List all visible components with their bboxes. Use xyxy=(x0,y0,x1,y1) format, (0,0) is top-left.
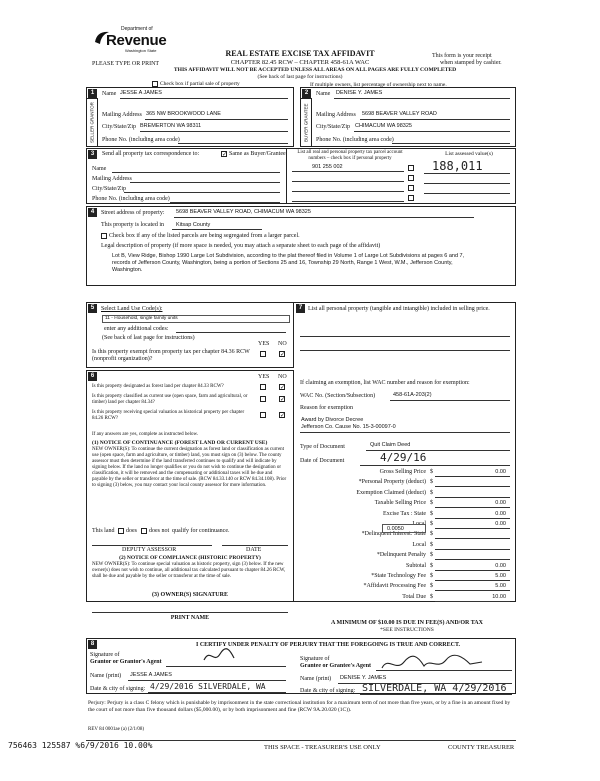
fee-row-label: *State Technology Fee xyxy=(371,573,426,579)
receipt-note-1: This form is your receipt xyxy=(432,53,492,59)
forest-yes-checkbox[interactable] xyxy=(260,384,266,390)
fee-row-dollar: $ xyxy=(430,479,433,485)
fee-row-line xyxy=(435,497,510,498)
see-instructions: *SEE INSTRUCTIONS xyxy=(380,627,434,633)
grantor-signature xyxy=(200,646,240,666)
fee-row-line xyxy=(435,601,510,602)
buyer-side-label: BUYER GRANTEE xyxy=(300,98,312,147)
current-use-no-checkbox[interactable]: ✓ xyxy=(280,396,286,403)
please-type: PLEASE TYPE OR PRINT xyxy=(92,61,160,67)
section-4-number: 4 xyxy=(88,208,97,217)
type-doc-label: Type of Document xyxy=(300,444,345,450)
reason-label: Reason for exemption xyxy=(300,405,353,411)
multiple-owners-label: If multiple owners, list percentage of ownership next to name. xyxy=(310,82,447,88)
assessed-value: 188,011 xyxy=(432,159,483,173)
seller-name-label: Name xyxy=(102,91,117,97)
street-value: 5698 BEAVER VALLEY ROAD, CHIMACUM WA 98325 xyxy=(176,209,311,215)
fee-row-label: *Delinquent Interest: State xyxy=(361,531,426,537)
section-5-number: 5 xyxy=(88,304,97,313)
perjury-note: Perjury: Perjury is a class C felony which is punishable by imprisonment in the state correctional institution for a maximum term of not more than five years, or by a fine in an amount fixed by the court of not more than five thousand dollars ($5,000.00), or by both imprisonment and fine (RCW 9A.20.020 (1C)). xyxy=(88,700,511,713)
land-use-label: Select Land Use Code(s): xyxy=(101,306,163,312)
current-use-question: Is this property classified as current use (open space, farm and agricultural, or timber) land per chapter 84.34? xyxy=(92,394,248,405)
fee-row-dollar: $ xyxy=(430,594,433,600)
grantor-date-value: 4/29/2016 SILVERDALE, WA xyxy=(150,682,266,691)
deputy-date: DATE xyxy=(246,547,262,553)
section-3-number: 3 xyxy=(88,150,97,159)
fee-row-label: *Affidavit Processing Fee xyxy=(363,583,426,589)
parcel-personal-checkbox-3[interactable] xyxy=(408,185,414,191)
s5-yes: YES xyxy=(258,341,270,347)
type-doc-value: Quit Claim Deed xyxy=(370,442,411,448)
rate-box: 0.0050 xyxy=(382,524,426,533)
fee-row-dollar: $ xyxy=(430,573,433,579)
revenue-logo xyxy=(92,24,167,64)
buyer-city-value: CHIMACUM WA 98325 xyxy=(355,123,412,129)
receipt-note-2: when stamped by cashier. xyxy=(440,60,502,66)
treasurer-use: THIS SPACE - TREASURER'S USE ONLY xyxy=(264,744,381,751)
fee-row-line xyxy=(435,590,510,591)
if-yes-note: If any answers are yes, complete as instructed below. xyxy=(92,432,199,437)
fee-row-line xyxy=(435,476,510,477)
certify-statement: I CERTIFY UNDER PENALTY OF PERJURY THAT THE FOREGOING IS TRUE AND CORRECT. xyxy=(196,642,461,648)
street-label: Street address of property: xyxy=(101,210,165,216)
grantee-date-value: SILVERDALE, WA 4/29/2016 xyxy=(362,683,507,694)
does-checkbox[interactable] xyxy=(118,528,124,534)
grantee-sig-label: Signature of xyxy=(300,656,330,662)
fee-row-value: 0.00 xyxy=(495,521,506,527)
reason-line-2: Jefferson Co. Cause No. 15-3-00097-0 xyxy=(301,424,396,430)
fee-row-dollar: $ xyxy=(430,563,433,569)
fee-row-value: 5.00 xyxy=(495,573,506,579)
seller-address-label: Mailing Address xyxy=(102,112,142,118)
fee-row-dollar: $ xyxy=(430,583,433,589)
fee-row-dollar: $ xyxy=(430,542,433,548)
seller-address-value: 365 NW BROOKWOOD LANE xyxy=(146,111,221,117)
s3-city-label: City/State/Zip xyxy=(92,186,126,192)
same-as-buyer-label: Same as Buyer/Grantee xyxy=(229,151,286,157)
fee-row-label: *Personal Property (deduct) xyxy=(358,479,426,485)
grantor-sig-label-2: Grantor or Grantor's Agent xyxy=(90,659,162,665)
forest-question: Is this property designated as forest land per chapter 84.33 RCW? xyxy=(92,384,224,389)
segregated-label: Check box if any of the listed parcels are being segregated from a larger parcel. xyxy=(109,233,300,239)
grantor-sig-label: Signature of xyxy=(90,652,120,658)
logo-sub-text: Washington State xyxy=(125,48,157,53)
fee-row-label: Local xyxy=(412,521,426,527)
fee-row-dollar: $ xyxy=(430,469,433,475)
notice1-text: NEW OWNER(S): To continue the current designation as forest land or classification as current use (open space, farm and agriculture, or timber) land, you must sign on (3) below. The county assessor must then determine if the land transferred continues to qualify and will indicate by signing below. If the land no longer qualifies or you do not wish to continue the designation or classification, it will be removed and the compensating or additional taxes will be due and payable by the seller or transferor at the time of sale. (RCW 84.33.140 or RCW 84.34.108). Prior to signing (3) below, you may contact your local county assessor for more information. xyxy=(92,447,287,488)
correspondence-label: Send all property tax correspondence to: xyxy=(102,151,200,157)
fee-row-dollar: $ xyxy=(430,531,433,537)
section-7-number: 7 xyxy=(296,304,305,313)
personal-property-label: List all personal property (tangible and intangible) included in selling price. xyxy=(308,306,490,312)
fee-row-line xyxy=(435,570,510,571)
this-land: This land xyxy=(92,528,115,534)
assessed-header: List assessed value(s) xyxy=(445,151,493,157)
fee-row-line xyxy=(435,507,510,508)
same-as-buyer-checkbox[interactable]: ✓ xyxy=(222,151,228,158)
grantee-print-label: Name (print) xyxy=(300,676,332,682)
buyer-city-label: City/State/Zip xyxy=(316,124,350,130)
parcel-header: List all real and personal property tax parcel account numbers – check box if personal property xyxy=(297,150,403,161)
owners-signature-label: (3) OWNER(S) SIGNATURE xyxy=(152,592,228,598)
does-not-checkbox[interactable] xyxy=(141,528,147,534)
date-doc-value: 4/29/16 xyxy=(380,451,427,464)
fee-row-label: Taxable Selling Price xyxy=(374,500,426,506)
fee-row-label: Subtotal xyxy=(405,563,426,569)
exempt-question: Is this property exempt from property tax per chapter 84.36 RCW (nonprofit organization)? xyxy=(92,349,250,362)
s5-no: NO xyxy=(278,341,287,347)
historic-question: Is this property receiving special valuation as historical property per chapter 84.26 RCW? xyxy=(92,410,245,421)
does-not-label: does not xyxy=(149,528,170,534)
rev-label: REV 84 0001ae (a) (2/1/08) xyxy=(88,727,145,732)
fee-row-label: Local xyxy=(412,542,426,548)
minimum-note: A MINIMUM OF $10.00 IS DUE IN FEE(S) AND/OR TAX xyxy=(331,620,483,626)
logo-top-text: Department of xyxy=(121,26,153,32)
s6-yes: YES xyxy=(258,374,270,380)
s6-no: NO xyxy=(278,374,287,380)
county-treasurer: COUNTY TREASURER xyxy=(448,744,515,751)
form-title: REAL ESTATE EXCISE TAX AFFIDAVIT xyxy=(225,49,375,58)
does-label: does xyxy=(126,528,137,534)
historic-no-checkbox[interactable]: ✓ xyxy=(280,412,286,419)
wac-label: WAC No. (Section/Subsection) xyxy=(300,393,376,399)
fee-row-label: Excise Tax : State xyxy=(383,511,426,517)
forest-no-checkbox[interactable]: ✓ xyxy=(280,384,286,391)
section-2-number: 2 xyxy=(302,89,311,98)
county-label: This property is located in xyxy=(101,222,164,228)
grantor-print-value: JESSE A JAMES xyxy=(130,672,172,678)
fee-row-value: 5.00 xyxy=(495,583,506,589)
exempt-no-checkbox[interactable]: ✓ xyxy=(280,351,286,358)
fee-row-label: *Delinquent Penalty xyxy=(376,552,426,558)
logo-main-text: Revenue xyxy=(106,32,167,49)
form-see-back: (See back of last page for instructions) xyxy=(257,74,343,80)
segregated-checkbox[interactable] xyxy=(101,233,107,239)
partial-sale-label: Check box if partial sale of property xyxy=(160,81,240,87)
land-use-value[interactable]: 11 - Household, single family units xyxy=(102,315,290,323)
grantee-date-label: Date & city of signing: xyxy=(300,688,356,694)
notice2-text: NEW OWNER(S): To continue special valuation as historic property, sign (3) below. If the new owner(s) does not wish to continue, all additional tax calculated pursuant to chapter 84.26 RCW, shall be due and payable by the seller or transferor at the time of sale. xyxy=(92,562,286,579)
s3-name-label: Name xyxy=(92,166,107,172)
seller-side-label: SELLER GRANTOR xyxy=(86,98,98,147)
s3-phone-label: Phone No. (including area code) xyxy=(92,196,170,202)
fee-row-line xyxy=(435,580,510,581)
notice1-title: (1) NOTICE OF CONTINUANCE (FOREST LAND OR CURRENT USE) xyxy=(92,440,268,446)
seller-city-label: City/State/Zip xyxy=(102,124,136,130)
parcel-personal-checkbox-2[interactable] xyxy=(408,175,414,181)
fee-row-line xyxy=(435,486,510,487)
fee-row-value: 0.00 xyxy=(495,511,506,517)
fee-row-dollar: $ xyxy=(430,552,433,558)
qualify-label: qualify for continuance. xyxy=(172,528,230,534)
parcel-personal-checkbox-1[interactable] xyxy=(408,165,414,171)
grantee-print-value: DENISE Y. JAMES xyxy=(340,675,387,681)
buyer-address-label: Mailing Address xyxy=(316,112,356,118)
buyer-name-value: DENISE Y. JAMES xyxy=(336,90,383,96)
fee-row-line xyxy=(435,549,510,550)
seller-city-value: BREMERTON WA 98311 xyxy=(140,123,202,129)
fee-row-dollar: $ xyxy=(430,490,433,496)
seller-phone-label: Phone No. (including area code) xyxy=(102,137,180,143)
fee-row-dollar: $ xyxy=(430,511,433,517)
section-8-number: 8 xyxy=(88,640,97,649)
parcel-number: 901 255 002 xyxy=(312,164,343,170)
fee-row-value: 10.00 xyxy=(492,594,506,600)
fee-row-line xyxy=(435,518,510,519)
fee-row-dollar: $ xyxy=(430,500,433,506)
fee-row-label: Total Due xyxy=(402,594,426,600)
fee-row-dollar: $ xyxy=(430,521,433,527)
fee-row-label: Gross Selling Price xyxy=(379,469,426,475)
buyer-address-value: 5698 BEAVER VALLEY ROAD xyxy=(362,111,437,117)
form-chapter: CHAPTER 82.45 RCW – CHAPTER 458-61A WAC xyxy=(230,59,370,66)
fee-row-value: 0.00 xyxy=(495,469,506,475)
section-1-number: 1 xyxy=(88,89,97,98)
date-doc-label: Date of Document xyxy=(300,458,345,464)
notice2-title: (2) NOTICE OF COMPLIANCE (HISTORIC PROPERTY) xyxy=(119,555,261,561)
fee-row-line xyxy=(435,538,510,539)
print-name-label: PRINT NAME xyxy=(170,615,210,621)
historic-yes-checkbox[interactable] xyxy=(260,412,266,418)
deputy-assessor: DEPUTY ASSESSOR xyxy=(122,547,177,553)
grantee-sig-label-2: Grantee or Grantee's Agent xyxy=(300,663,372,669)
recording-stamp: 756463 125587 %6/9/2016 10.00% xyxy=(8,741,153,750)
fee-row-line xyxy=(435,559,510,560)
additional-codes: enter any additional codes: xyxy=(104,326,169,332)
fee-row-value: 0.00 xyxy=(495,500,506,506)
grantor-date-label: Date & city of signing: xyxy=(90,686,146,692)
seller-name-value: JESSE A JAMES xyxy=(120,90,162,96)
legal-description: Lot B, View Ridge, Bishop 1990 Large Lot Subdivision, according to the plat thereof filed in Volume 1 of Large Lot Subdivisions at pages 6 and 7, records of Jefferson County, Washington, being a portion of Sections 25 and 16, Township 29 North, Range 1 West, W.M., Jefferson County, Washington. xyxy=(112,253,465,274)
parcel-personal-checkbox-4[interactable] xyxy=(408,195,414,201)
s3-address-label: Mailing Address xyxy=(92,176,132,182)
buyer-name-label: Name xyxy=(316,91,331,97)
section-6-number: 6 xyxy=(88,372,97,381)
county-value: Kitsap County xyxy=(176,222,211,228)
claim-exemption-label: If claiming an exemption, list WAC number and reason for exemption: xyxy=(300,380,470,386)
buyer-phone-label: Phone No. (including area code) xyxy=(316,137,394,143)
current-use-yes-checkbox[interactable] xyxy=(260,396,266,402)
fee-row-label: Exemption Claimed (deduct) xyxy=(356,490,426,496)
s5-see-back: (See back of last page for instructions) xyxy=(102,335,195,341)
reason-line-1: Award by Divorce Decree xyxy=(301,417,364,423)
fee-row-value: 0.00 xyxy=(495,563,506,569)
fee-row-line xyxy=(435,528,510,529)
legal-label: Legal description of property (if more space is needed, you may attach a separate sheet to each page of the affidavit) xyxy=(101,243,381,249)
grantor-print-label: Name (print) xyxy=(90,673,122,679)
exempt-yes-checkbox[interactable] xyxy=(260,351,266,357)
wac-value: 458-61A-203(2) xyxy=(393,392,432,398)
form-warning: THIS AFFIDAVIT WILL NOT BE ACCEPTED UNLESS ALL AREAS ON ALL PAGES ARE FULLY COMPLETED xyxy=(173,67,457,73)
